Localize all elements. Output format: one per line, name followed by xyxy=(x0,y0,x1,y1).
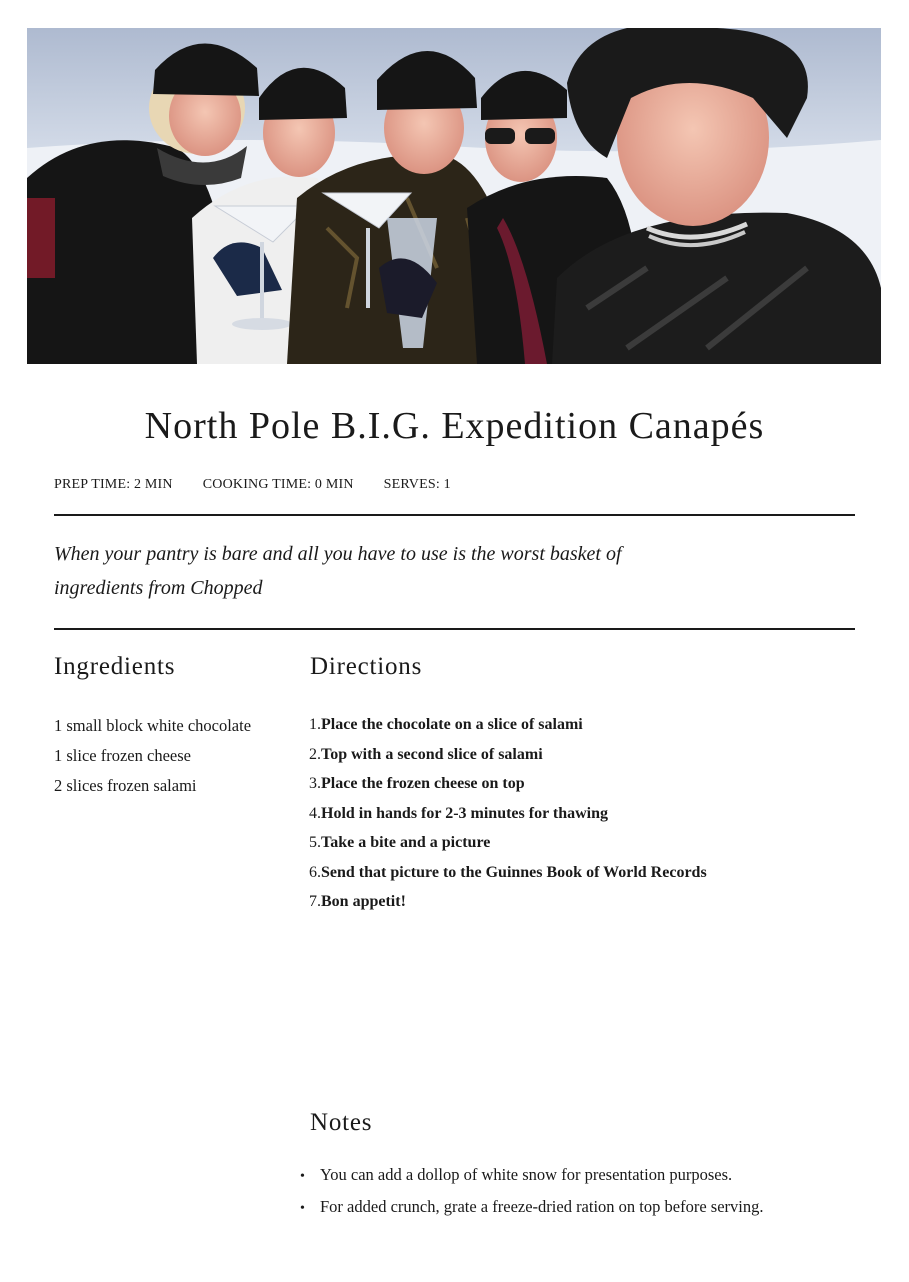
step-number: 6. xyxy=(309,863,321,881)
step-text: Bon appetit! xyxy=(321,893,406,910)
notes-list xyxy=(300,1160,763,1223)
step-text: Send that picture to the Guinnes Book of World Records xyxy=(321,863,707,881)
step-number: 7. xyxy=(309,893,321,910)
direction-step xyxy=(304,858,707,888)
step-text: Place the chocolate on a slice of salami xyxy=(321,716,583,733)
direction-step xyxy=(304,710,707,740)
direction-step xyxy=(304,887,707,917)
recipe-meta xyxy=(54,477,451,493)
recipe-intro xyxy=(54,537,694,605)
directions-heading: Directions xyxy=(310,653,423,680)
step-text: Hold in hands for 2-3 minutes for thawing xyxy=(321,804,609,822)
ingredients-heading: Ingredients xyxy=(54,653,176,680)
step-text: Take a bite and a picture xyxy=(321,834,491,851)
bullet-icon: • xyxy=(300,1169,305,1184)
step-text: Top with a second slice of salami xyxy=(321,745,543,763)
step-text: Place the frozen cheese on top xyxy=(321,775,525,792)
note-text: You can add a dollop of white snow for presentation purposes. xyxy=(320,1165,733,1184)
step-number: 1. xyxy=(309,716,321,733)
ingredients-list xyxy=(54,711,251,801)
direction-step xyxy=(304,740,707,770)
expedition-photo-illustration xyxy=(27,28,881,364)
hero-photo xyxy=(27,28,881,364)
ingredient-item: 2 slices frozen salami xyxy=(54,776,197,795)
ingredient-item: 1 small block white chocolate xyxy=(54,716,252,735)
direction-step xyxy=(304,828,707,858)
step-number: 5. xyxy=(309,834,321,851)
note-text: For added crunch, grate a freeze-dried ration on top before serving. xyxy=(320,1196,764,1216)
recipe-title: North Pole B.I.G. Expedition Canapés xyxy=(144,405,765,447)
notes-heading: Notes xyxy=(310,1109,373,1136)
cooking-time: COOKING TIME: 0 MIN xyxy=(202,477,354,492)
step-number: 2. xyxy=(309,745,321,763)
divider-bottom xyxy=(54,628,855,630)
step-number: 3. xyxy=(309,775,321,792)
bullet-icon: • xyxy=(300,1200,305,1216)
ingredient-item: 1 slice frozen cheese xyxy=(54,746,191,765)
intro-line-1: When your pantry is bare and all you have to use is the worst basket of xyxy=(54,543,622,565)
prep-time: PREP TIME: 2 MIN xyxy=(54,477,173,492)
divider-top xyxy=(54,514,855,516)
direction-step xyxy=(304,799,707,829)
directions-list xyxy=(304,710,707,917)
note-item xyxy=(300,1192,763,1224)
note-item xyxy=(300,1160,763,1192)
step-number: 4. xyxy=(309,804,321,822)
serves: SERVES: 1 xyxy=(383,477,451,492)
intro-line-2: ingredients from Chopped xyxy=(54,577,263,599)
direction-step xyxy=(304,769,707,799)
